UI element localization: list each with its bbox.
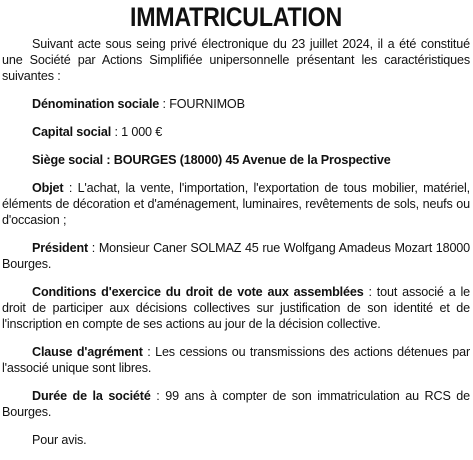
president-value: Monsieur Caner SOLMAZ 45 rue Wolfgang Amadeus Mozart 18000 Bourges. [2, 241, 471, 271]
notice-title: IMMATRICULATION [130, 2, 342, 32]
denomination-paragraph [2, 96, 470, 112]
agrement-separator: : [142, 345, 156, 359]
objet-paragraph [2, 180, 470, 228]
intro-paragraph: Suivant acte sous seing privé électronique du 23 juillet 2024, il a été constitué une Société par Actions Simplifiée unipersonnelle présentant les caractéristiques suivantes : [2, 37, 470, 83]
siege-separator: : [103, 153, 114, 167]
president-label: Président [32, 241, 89, 255]
duree-separator: : [150, 389, 166, 403]
duree-label: Durée de la société [32, 389, 151, 403]
capital-value: 1 000 € [121, 125, 163, 139]
conditions-label: Conditions d'exercice du droit de vote aux assemblées [32, 285, 364, 299]
siege-paragraph [2, 152, 470, 168]
objet-separator: : [63, 181, 78, 195]
objet-value: L'achat, la vente, l'importation, l'exportation de tous mobilier, matériel, éléments de décoration et d'aménagement, luminaires, revêtements de sols, neufs ou d'occasion ; [2, 181, 471, 227]
capital-paragraph [2, 124, 470, 140]
objet-label: Objet [32, 181, 64, 195]
capital-label: Capital social [32, 125, 112, 139]
agrement-value: Les cessions ou transmissions des actions détenues par l'associé unique sont libres. [2, 345, 470, 375]
capital-separator: : [111, 125, 122, 139]
denomination-value: FOURNIMOB [169, 97, 245, 111]
siege-label: Siège social [32, 153, 104, 167]
denomination-label: Dénomination sociale [32, 97, 160, 111]
conditions-value: tout associé a le droit de participer aux décisions collectives sur justification de son identité et de l'inscription en compte de ses actions au jour de la décision collective. [2, 285, 471, 331]
president-separator: : [88, 241, 99, 255]
duree-paragraph [2, 388, 470, 420]
agrement-label: Clause d'agrément [32, 345, 143, 359]
conditions-separator: : [363, 285, 377, 299]
agrement-paragraph [2, 344, 470, 376]
duree-value: 99 ans à compter de son immatriculation au RCS de Bourges. [2, 389, 470, 419]
president-paragraph [2, 240, 470, 272]
conditions-paragraph [2, 284, 470, 332]
siege-value: BOURGES (18000) 45 Avenue de la Prospective [113, 153, 391, 167]
closing-paragraph: Pour avis. [32, 433, 87, 447]
denomination-separator: : [159, 97, 170, 111]
